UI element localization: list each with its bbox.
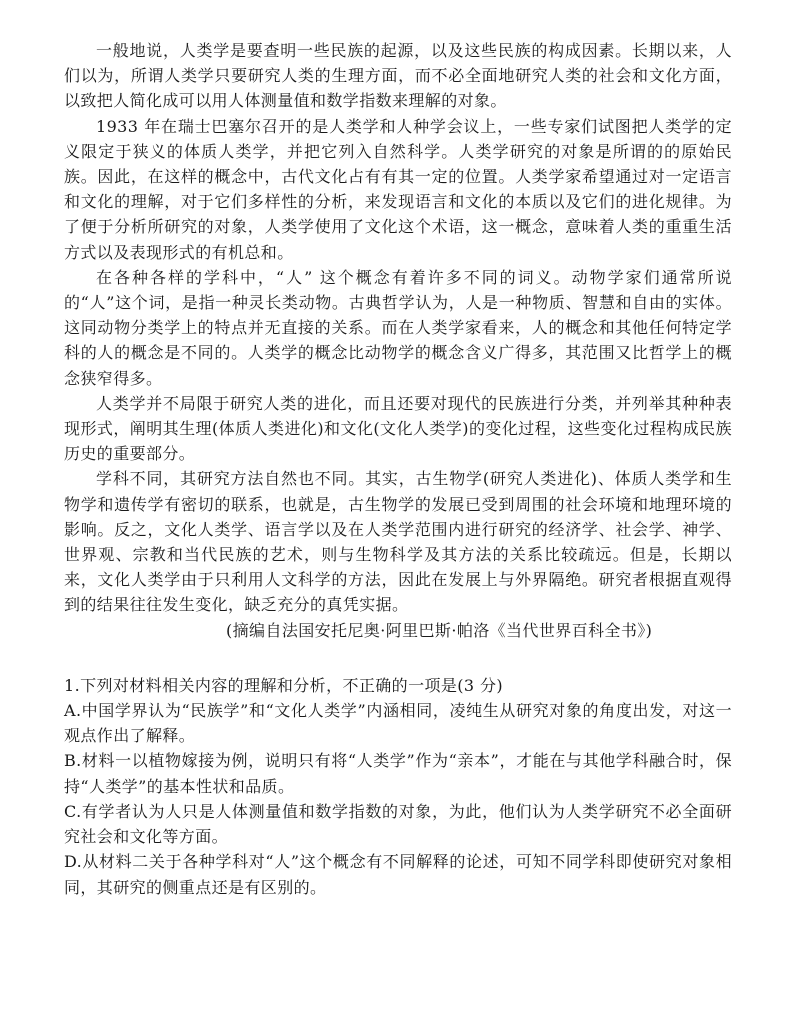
passage-source-citation: (摘编自法国安托尼奥·阿里巴斯·帕洛《当代世界百科全书》) — [226, 620, 653, 640]
passage-paragraph-4: 人类学并不局限于研究人类的进化，而且还要对现代的民族进行分类，并列举其种种表现形式，阐明其生理(体质人类进化)和文化(文化人类学)的变化过程，这些变化过程构成民族历史的重要部分。 — [64, 393, 732, 464]
passage-paragraph-5: 学科不同，其研究方法自然也不同。其实，古生物学(研究人类进化)、体质人类学和生物学和遗传学有密切的联系，也就是，古生物学的发展已受到周围的社会环境和地理环境的影响。反之，文化人类学、语言学以及在人类学范围内进行研究的经济学、社会学、神学、世界观、宗教和当代民族的艺术，则与生物科学及其方法的关系比较疏远。但是，长期以来，文化人类学由于只利用人文科学的方法，因此在发展上与外界隔绝。研究者根据直观得到的结果往往发生变化，缺乏充分的真凭实据。 — [64, 469, 732, 615]
passage-paragraph-3: 在各种各样的学科中，“人” 这个概念有着许多不同的词义。动物学家们通常所说的“人”这个词，是指一种灵长类动物。古典哲学认为，人是一种物质、智慧和自由的实体。这同动物分类学上的特点并无直接的关系。而在人类学家看来，人的概念和其他任何特定学科的人的概念是不同的。人类学的概念比动物学的概念含义广得多，其范围又比哲学上的概念狭窄得多。 — [64, 267, 732, 388]
passage-paragraph-1: 一般地说，人类学是要查明一些民族的起源，以及这些民族的构成因素。长期以来，人们以为，所谓人类学只要研究人类的生理方面，而不必全面地研究人类的社会和文化方面，以致把人简化成可以用人体测量值和数学指数来理解的对象。 — [64, 41, 732, 111]
option-a: A.中国学界认为“民族学”和“文化人类学”内涵相同，凌纯生从研究对象的角度出发，对这一观点作出了解释。 — [64, 701, 732, 746]
reading-passage — [64, 38, 732, 643]
option-c: C.有学者认为人只是人体测量值和数学指数的对象，为此，他们认为人类学研究不必全面研究社会和文化等方面。 — [64, 801, 732, 847]
option-d: D.从材料二关于各种学科对“人”这个概念有不同解释的论述，可知不同学科即使研究对象相同，其研究的侧重点还是有区别的。 — [64, 852, 732, 897]
option-b: B.材料一以植物嫁接为例，说明只有将“人类学”作为“亲本”，才能在与其他学科融合时，保持“人类学”的基本性状和品质。 — [64, 751, 732, 796]
passage-paragraph-2: 1933 年在瑞士巴塞尔召开的是人类学和人种学会议上，一些专家们试图把人类学的定义限定于狭义的体质人类学，并把它列入自然科学。人类学研究的对象是所谓的的原始民族。因此，在这样的概念中，古代文化占有有其一定的位置。人类学家希望通过对一定语言和文化的理解，对于它们多样性的分析，来发现语言和文化的本质以及它们的进化规律。为了便于分析所研究的对象，人类学使用了文化这个术语，这一概念，意味着人类的重重生活方式以及表现形式的有机总和。 — [64, 116, 732, 262]
document-page — [64, 38, 732, 900]
question-block — [64, 673, 732, 900]
question-stem: 1.下列对材料相关内容的理解和分析，不正确的一项是(3 分) — [64, 675, 504, 695]
